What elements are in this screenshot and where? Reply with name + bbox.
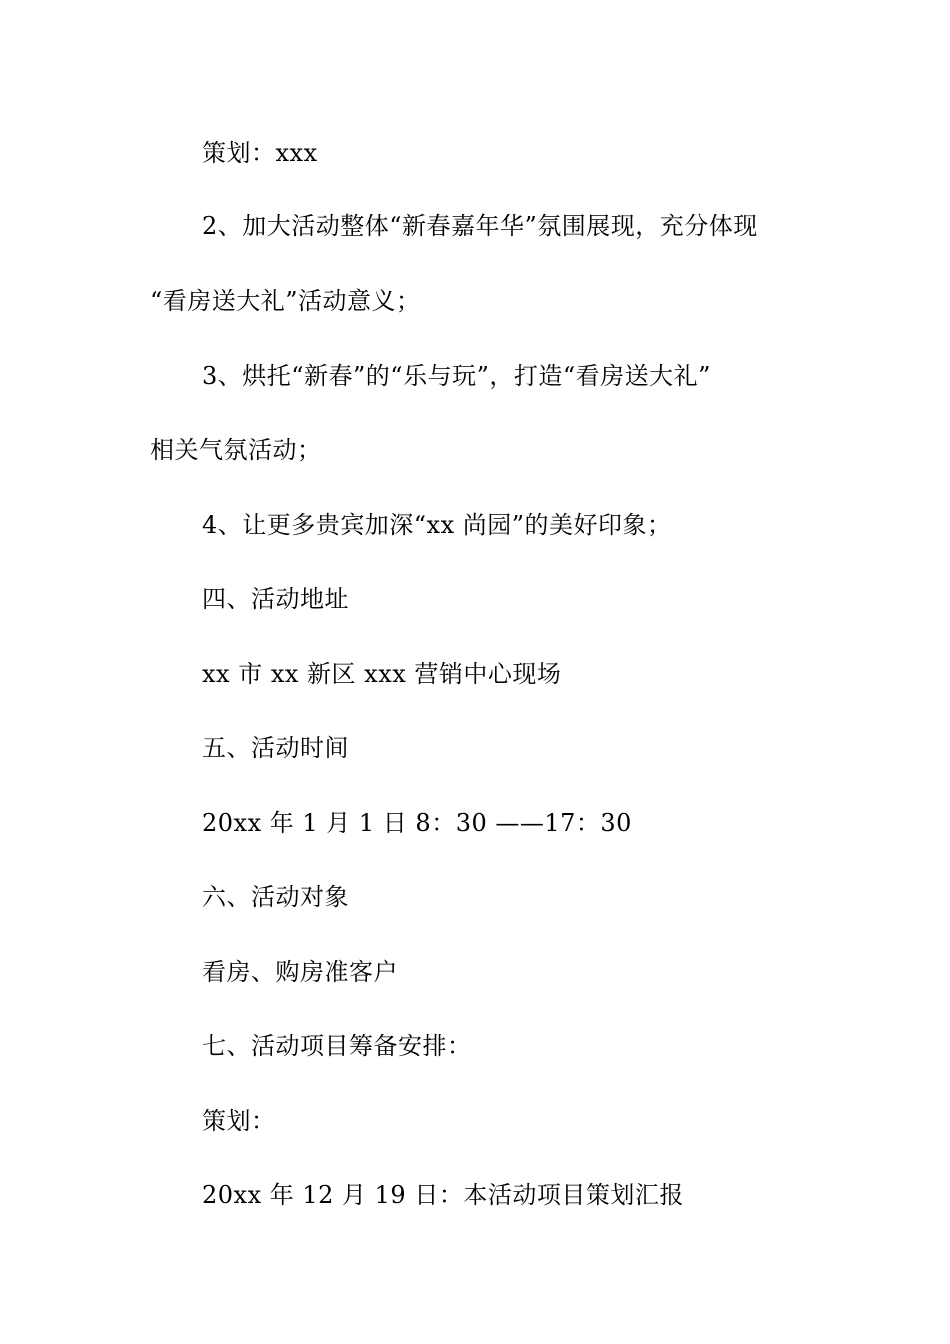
section-heading-audience: 六、活动对象 xyxy=(202,883,349,911)
planner-line: 策划：xxx xyxy=(202,139,318,167)
goal-4-line: 4、让更多贵宾加深“xx 尚园”的美好印象； xyxy=(202,511,672,539)
audience-text: 看房、购房准客户 xyxy=(202,958,398,986)
section-heading-arrangement: 七、活动项目筹备安排： xyxy=(202,1032,472,1060)
goal-3-line-1: 3、烘托“新春”的“乐与玩”，打造“看房送大礼” xyxy=(202,362,711,390)
address-text: xx 市 xx 新区 xxx 营销中心现场 xyxy=(202,660,562,688)
planning-date-line: 20xx 年 12 月 19 日：本活动项目策划汇报 xyxy=(202,1181,684,1209)
planning-label: 策划： xyxy=(202,1107,276,1135)
section-heading-time: 五、活动时间 xyxy=(202,734,349,762)
section-heading-address: 四、活动地址 xyxy=(202,585,349,613)
goal-3-line-2: 相关气氛活动； xyxy=(150,436,322,464)
goal-2-line-2: “看房送大礼”活动意义； xyxy=(150,287,421,315)
time-text: 20xx 年 1 月 1 日 8：30 ——17：30 xyxy=(202,809,632,837)
goal-2-line-1: 2、加大活动整体“新春嘉年华”氛围展现，充分体现 xyxy=(202,212,758,240)
